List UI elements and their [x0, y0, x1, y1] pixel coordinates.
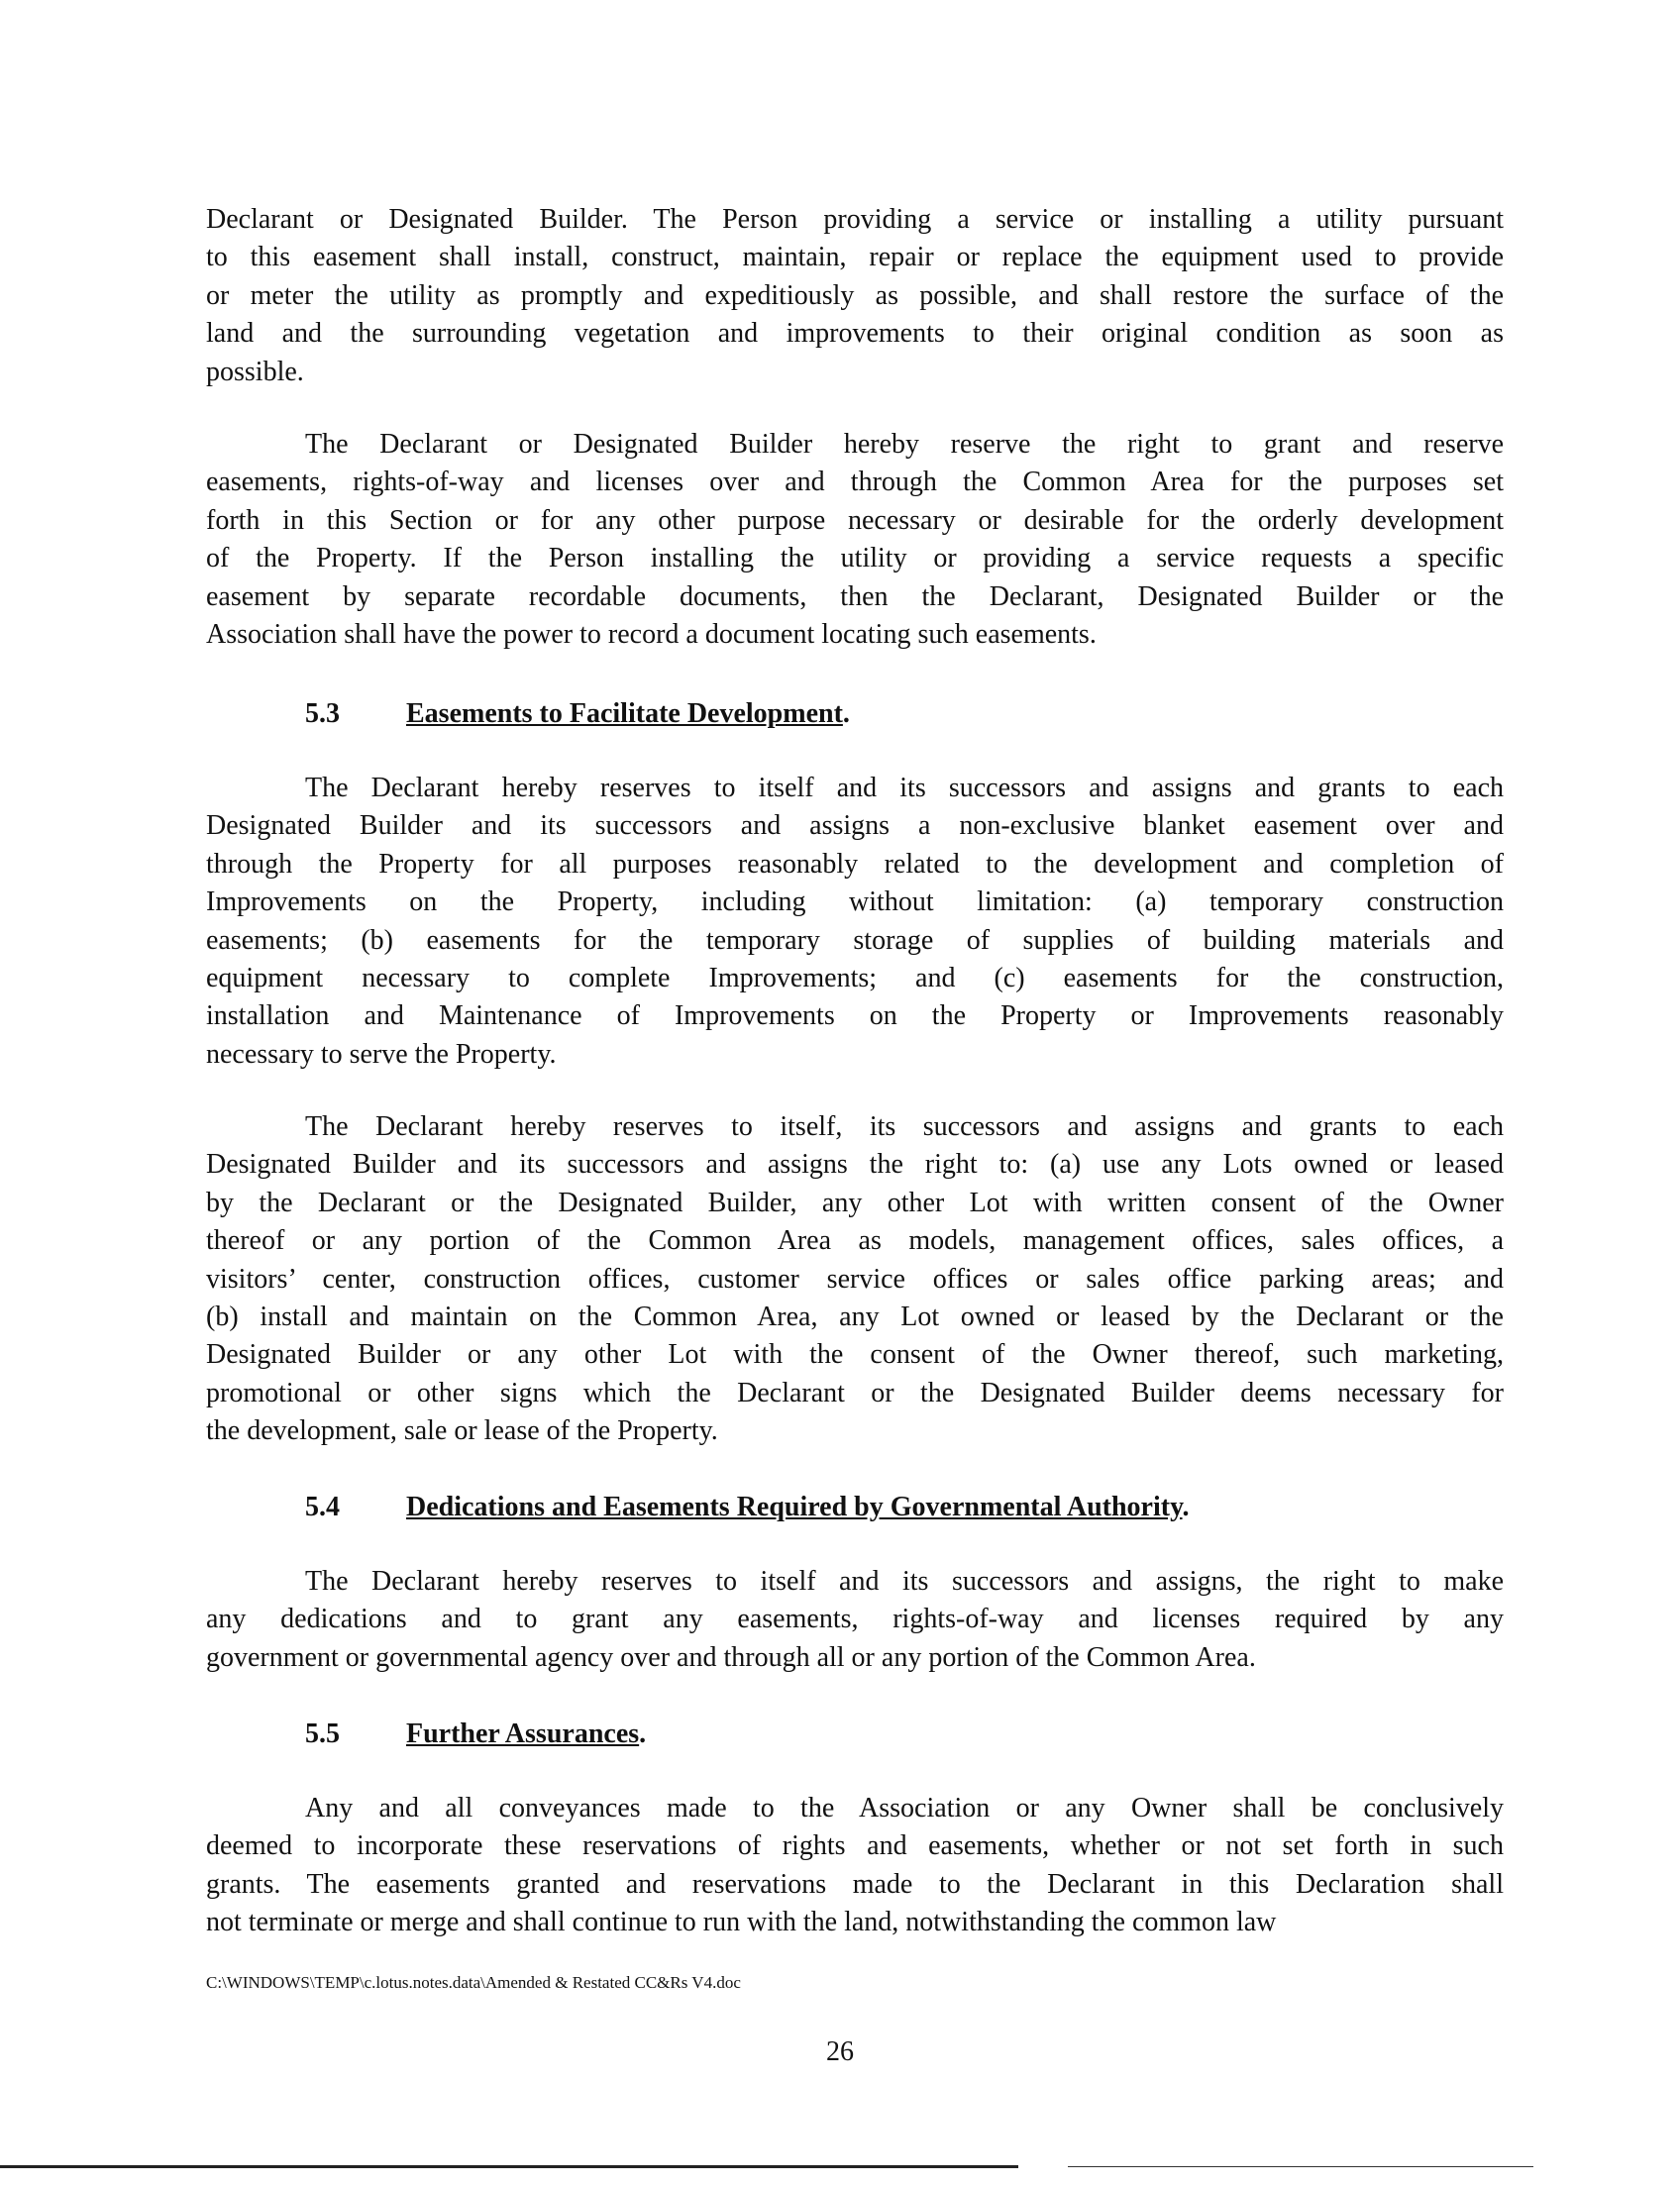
section-title-punct: .: [842, 698, 850, 729]
section-title: Easements to Facilitate Development: [406, 698, 843, 729]
text-line: Designated Builder and its successors and assigns a non-exclusive blanket easement over and: [206, 810, 1504, 842]
paragraph-reserve-right-to-grant: [206, 426, 1504, 654]
text-line: of the Property. If the Person installing the utility or providing a service requests a specific: [206, 543, 1504, 574]
section-number: 5.3: [305, 698, 340, 729]
section-heading-5-5: [305, 1716, 646, 1753]
scan-edge-line: [1068, 2166, 1533, 2167]
text-line: The Declarant hereby reserves to itself and its successors and assigns, the right to make: [305, 1566, 1504, 1597]
paragraph-blanket-easement: [206, 770, 1504, 1074]
text-line: promotional or other signs which the Declarant or the Designated Builder deems necessary for: [206, 1377, 1504, 1408]
scan-edge-line: [0, 2165, 1018, 2168]
text-line: Designated Builder and its successors and assigns the right to: (a) use any Lots owned or leased: [206, 1149, 1504, 1181]
text-line: possible.: [206, 356, 304, 387]
text-line: grants. The easements granted and reservations made to the Declarant in this Declaration shall: [206, 1868, 1504, 1900]
text-line: Declarant or Designated Builder. The Person providing a service or installing a utility pursuant: [206, 204, 1504, 235]
text-line: Designated Builder or any other Lot with the consent of the Owner thereof, such marketing,: [206, 1339, 1504, 1371]
text-line: The Declarant hereby reserves to itself, its successors and assigns and grants to each: [305, 1111, 1504, 1142]
text-line: land and the surrounding vegetation and improvements to their original condition as soon as: [206, 318, 1504, 350]
text-line: visitors’ center, construction offices, customer service offices or sales office parking areas; and: [206, 1263, 1504, 1295]
text-line: necessary to serve the Property.: [206, 1038, 557, 1070]
footer-file-path: C:\WINDOWS\TEMP\c.lotus.notes.data\Amended & Restated CC&Rs V4.doc: [206, 1973, 741, 1992]
text-line: installation and Maintenance of Improvements on the Property or Improvements reasonably: [206, 1000, 1504, 1032]
text-line: easements, rights-of-way and licenses over and through the Common Area for the purposes set: [206, 467, 1504, 498]
text-line: through the Property for all purposes reasonably related to the development and completion of: [206, 848, 1504, 880]
text-line: the development, sale or lease of the Property.: [206, 1415, 718, 1447]
text-line: easement by separate recordable documents, then the Declarant, Designated Builder or the: [206, 580, 1504, 612]
text-line: thereof or any portion of the Common Area as models, management offices, sales offices, a: [206, 1225, 1504, 1257]
text-line: by the Declarant or the Designated Builder, any other Lot with written consent of the Owner: [206, 1187, 1504, 1218]
text-line: any dedications and to grant any easements, rights-of-way and licenses required by any: [206, 1604, 1504, 1635]
text-line: The Declarant hereby reserves to itself and its successors and assigns and grants to each: [305, 773, 1504, 803]
text-line: not terminate or merge and shall continue to run with the land, notwithstanding the common law: [206, 1907, 1277, 1938]
text-line: Association shall have the power to record a document locating such easements.: [206, 618, 1097, 650]
paragraph-utility-easement-continued: [206, 201, 1504, 391]
text-line: forth in this Section or for any other purpose necessary or desirable for the orderly development: [206, 504, 1504, 536]
text-line: Any and all conveyances made to the Association or any Owner shall be conclusively: [305, 1793, 1504, 1823]
section-title: Dedications and Easements Required by Governmental Authority: [406, 1492, 1183, 1522]
section-heading-5-3: [305, 695, 850, 733]
paragraph-use-lots-and-signs: [206, 1108, 1504, 1451]
text-line: (b) install and maintain on the Common Area, any Lot owned or leased by the Declarant or the: [206, 1301, 1504, 1332]
text-line: government or governmental agency over and through all or any portion of the Common Area.: [206, 1641, 1256, 1673]
text-line: The Declarant or Designated Builder hereby reserve the right to grant and reserve: [305, 429, 1504, 460]
text-line: deemed to incorporate these reservations of rights and easements, whether or not set forth in such: [206, 1830, 1504, 1862]
text-line: to this easement shall install, construct, maintain, repair or replace the equipment used to provide: [206, 242, 1504, 273]
section-heading-5-4: [305, 1489, 1190, 1526]
text-line: or meter the utility as promptly and expeditiously as possible, and shall restore the surface of the: [206, 279, 1504, 311]
section-number: 5.4: [305, 1492, 340, 1522]
paragraph-further-assurances: [206, 1790, 1504, 1942]
text-line: equipment necessary to complete Improvements; and (c) easements for the construction,: [206, 962, 1504, 993]
section-number: 5.5: [305, 1718, 340, 1749]
section-title-punct: .: [1182, 1492, 1190, 1522]
section-title-punct: .: [639, 1718, 647, 1749]
text-line: Improvements on the Property, including without limitation: (a) temporary construction: [206, 886, 1504, 918]
paragraph-dedications: [206, 1563, 1504, 1677]
text-line: easements; (b) easements for the temporary storage of supplies of building materials and: [206, 924, 1504, 956]
section-title: Further Assurances: [406, 1718, 640, 1749]
page-number: 26: [826, 2036, 854, 2067]
